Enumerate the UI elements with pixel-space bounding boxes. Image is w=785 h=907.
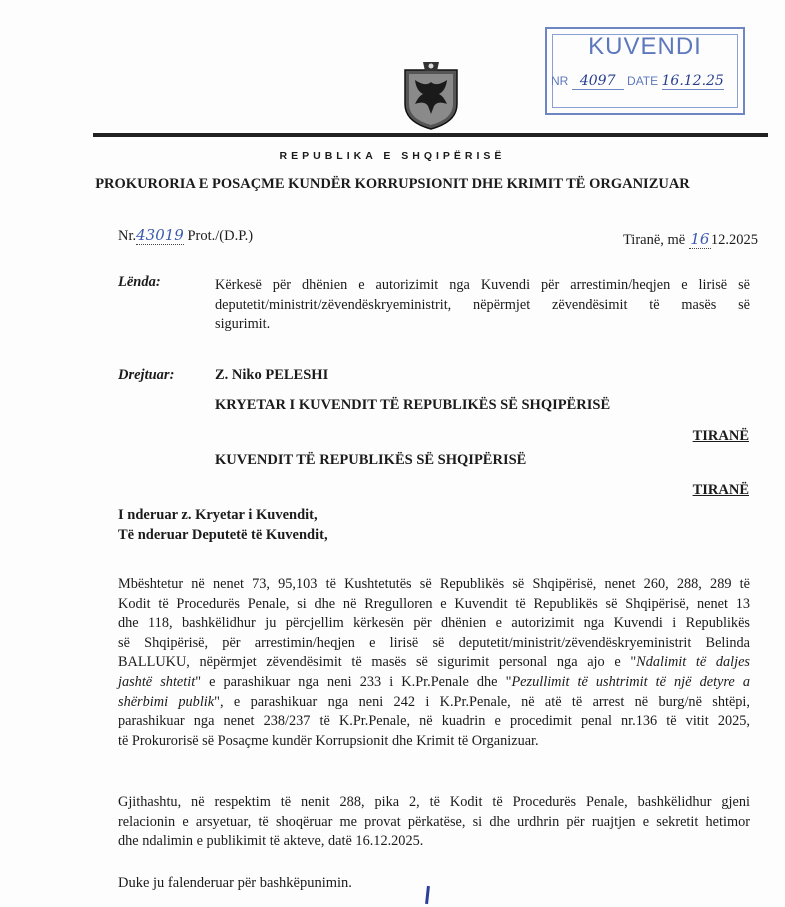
addressee-label: Drejtuar: [118,367,175,383]
institution-name: PROKURORIA E POSAÇME KUNDËR KORRUPSIONIT DHE KRIMIT TË ORGANIZUAR [95,176,690,192]
coat-of-arms-icon [403,62,459,130]
body-line [118,693,750,713]
pen-mark [425,886,430,904]
salutation-deputies: Të nderuar Deputetë të Kuvendit, [118,527,328,543]
italic-phrase: jashtë shtetit [118,673,196,690]
body-line: dhe 118, bashkëlidhur ju përcjellim kërkesën për dhënien e autorizimit nga Kuvendi i Republikës [118,615,750,632]
addressee-title: KRYETAR I KUVENDIT TË REPUBLIKËS SË SHQIPËRISË [215,397,611,413]
body-line: dhe ndalimin e publikimit të akteve, datë 16.12.2025. [118,833,424,850]
italic-phrase: shërbimi publik [118,693,215,710]
subject-line: Kërkesë për dhënien e autorizimit nga Kuvendi për arrestimin/heqjen e lirisë së [215,277,750,293]
protocol-prefix: Nr. [118,228,137,244]
date-month-year: 12.2025 [710,232,758,248]
italic-phrase: Ndalimit të daljes [636,654,750,671]
place-date [623,230,758,249]
body-line: Gjithashtu, në respektim të nenit 288, pika 2, të Kodit të Procedurës Penale, bashkëlidhur gjeni [118,794,750,810]
stamp-date-label: DATE [627,74,659,88]
stamp-nr-label: NR [551,74,569,88]
body-line: relacionin e arsyetuar, të shoqëruar me provat përkatëse, si dhe urdhrin për ruajtjen e sekretit hetimor [118,813,750,830]
place-date-prefix: Tiranë, më [622,232,686,248]
body-line: së Shqipërisë, për arrestimin/heqjen e lirisë së deputetit/ministrit/zëvendëskryeministrit Belinda [118,634,750,651]
stamp-nr-value: 4097 [572,73,624,90]
body-line: të Prokurorisë së Posaçme kundër Korrupsionit dhe Krimit të Organizuar. [118,732,539,749]
stamp-date-value: 16.12.25 [661,73,724,89]
body-line: parashikuar nga nenet 238/237 të K.Pr.Penale, në kuadrin e procedimit penal nr.136 të vitit 2025, [118,713,750,730]
body-line [118,653,750,673]
body-line: Kodit të Procedurës Penale, si dhe në Rregulloren e Kuvendit të Republikës së Shqipërisë, nenet 13 [118,595,750,612]
date-day: 16 [690,230,710,248]
italic-phrase: Pezullimit të ushtrimit të një detyre a [511,673,750,690]
closing-line: Duke ju falenderuar për bashkëpunimin. [118,875,352,891]
subject-text [215,276,750,335]
addressee-name: Z. Niko PELESHI [215,367,329,383]
addressee-city: TIRANË [692,428,749,444]
stamp-number-date [551,73,724,90]
body-line [118,673,750,693]
salutation-chair: I nderuar z. Kryetar i Kuvendit, [118,507,318,523]
addressee-city-2: TIRANË [692,482,749,498]
protocol-number-value: 43019 [136,226,184,244]
body-paragraph-1 [118,575,750,751]
subject-line: deputetit/ministrit/zëvendëskryeministrit, nëpërmjet zëvendësimit të masës së [215,296,750,313]
body-line: Mbështetur në nenet 73, 95,103 të Kushtetutës së Republikës së Shqipërisë, nenet 260, 288, 289 të [118,576,750,592]
body-text: " e parashikuar nga neni 233 i K.Pr.Penale dhe " [195,673,512,690]
protocol-suffix: Prot./(D.P.) [187,228,254,244]
protocol-number [118,226,253,245]
body-text: ", e parashikuar nga neni 242 i K.Pr.Penale, në atë të arrest në burg/në shtëpi, [214,693,750,710]
subject-line: sigurimit. [215,316,271,333]
subject-label: Lënda: [118,274,161,290]
addressee-institution: KUVENDIT TË REPUBLIKËS SË SHQIPËRISË [215,452,527,468]
body-text: BALLUKU, nëpërmjet zëvendësimit të masës së sigurimit personal nga ajo e " [118,654,637,671]
country-name: REPUBLIKA E SHQIPËRISË [279,150,506,162]
body-paragraph-2 [118,793,750,852]
stamp-title: KUVENDI [588,33,702,60]
registry-stamp [545,27,745,115]
header-rule [93,133,768,137]
